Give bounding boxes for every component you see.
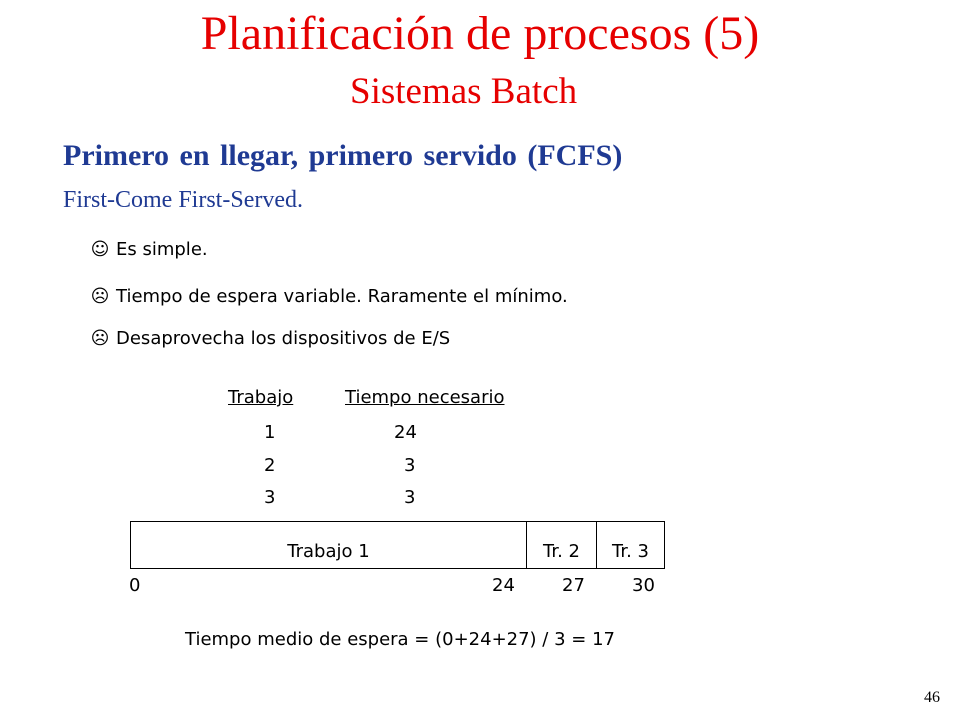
section-subheading: First-Come First-Served.	[63, 187, 303, 213]
gantt-segment-job-2: Tr. 2	[526, 522, 596, 568]
smiley-face-icon: ☺	[90, 239, 110, 260]
frown-face-icon: ☹	[90, 286, 110, 307]
table-cell-time: 24	[394, 422, 417, 443]
table-cell-job: 3	[264, 487, 276, 508]
bullet-text: Desaprovecha los dispositivos de E/S	[116, 328, 451, 349]
table-cell-time: 3	[404, 455, 416, 476]
bullet-item	[90, 327, 450, 351]
slide-subtitle: Sistemas Batch	[350, 71, 578, 112]
frown-face-icon: ☹	[90, 328, 110, 349]
gantt-tick: 30	[632, 575, 655, 596]
slide-number: 46	[924, 689, 940, 706]
average-wait-formula: Tiempo medio de espera = (0+24+27) / 3 = 17	[185, 629, 615, 650]
table-cell-job: 1	[264, 422, 276, 443]
gantt-tick: 0	[129, 575, 141, 596]
gantt-tick: 24	[492, 575, 515, 596]
table-header-trabajo: Trabajo	[228, 387, 294, 408]
gantt-segment-job-1: Trabajo 1	[287, 541, 370, 562]
bullet-item	[90, 238, 208, 262]
table-header-tiempo: Tiempo necesario	[345, 387, 505, 408]
gantt-chart	[130, 521, 665, 569]
table-cell-job: 2	[264, 455, 276, 476]
section-heading: Primero en llegar, primero servido (FCFS)	[63, 139, 623, 172]
gantt-tick: 27	[562, 575, 585, 596]
slide-title: Planificación de procesos (5)	[200, 7, 760, 60]
bullet-text: Tiempo de espera variable. Raramente el mínimo.	[116, 286, 568, 307]
bullet-item	[90, 285, 568, 309]
gantt-segment-job-3: Tr. 3	[596, 522, 664, 568]
bullet-text: Es simple.	[116, 239, 208, 260]
table-cell-time: 3	[404, 487, 416, 508]
